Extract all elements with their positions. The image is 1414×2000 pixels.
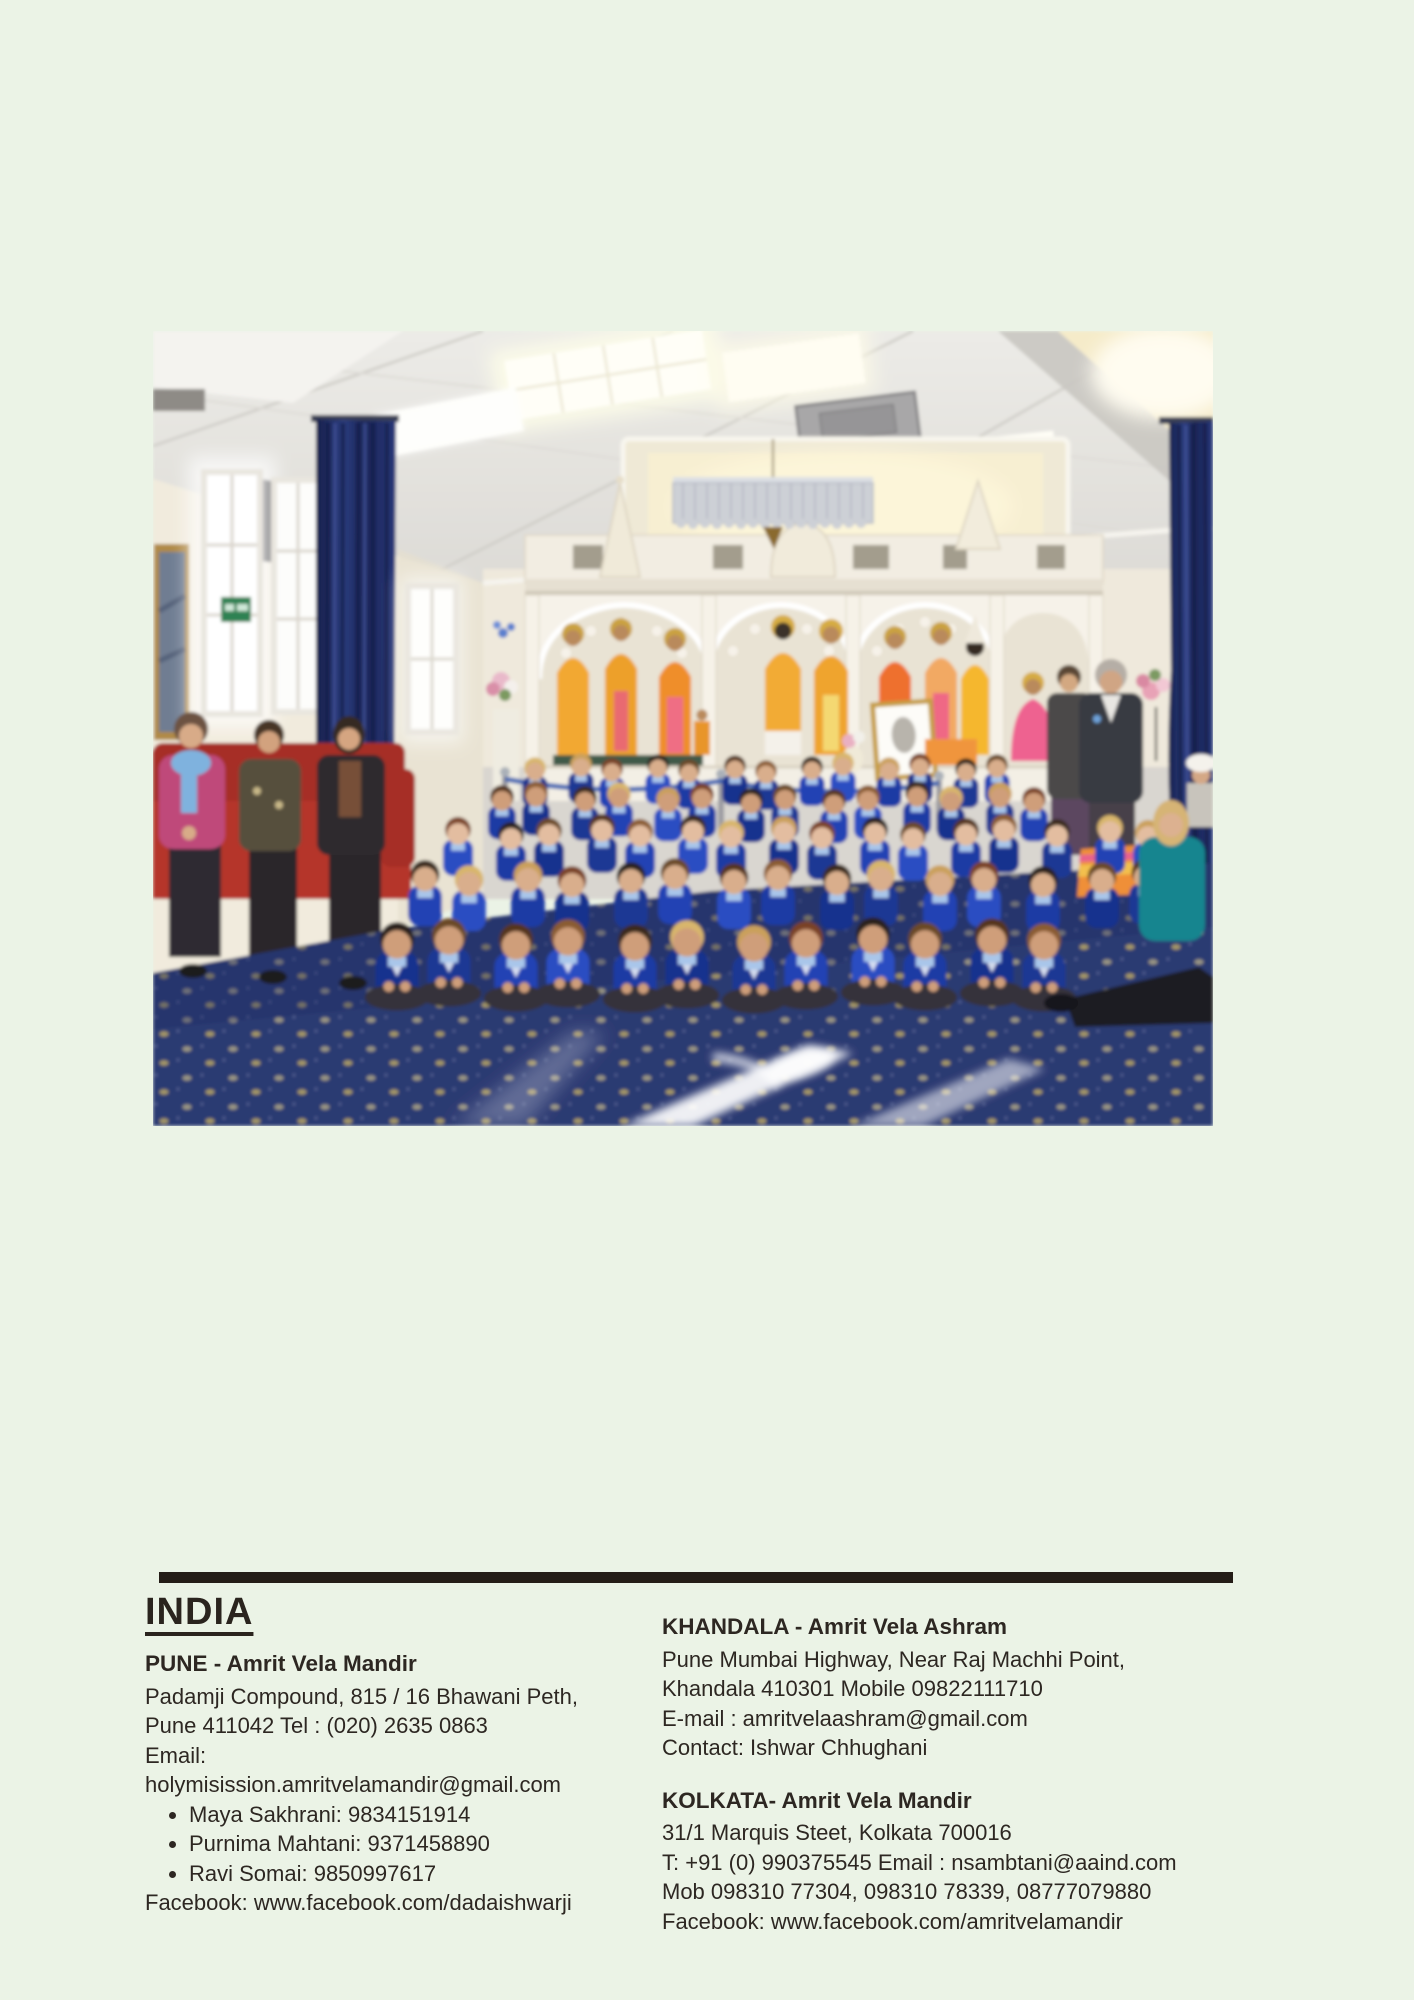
kolkata-title: KOLKATA- Amrit Vela Mandir [662,1787,972,1813]
pune-facebook: Facebook: www.facebook.com/dadaishwarji [145,1890,572,1915]
kolkata-section [662,1786,1222,1937]
woman-white-hat [1186,754,1213,827]
pune-address-line: Pune 411042 Tel : (020) 2635 0863 [145,1713,488,1738]
kolkata-line: Facebook: www.facebook.com/amritvelamandir [662,1908,1123,1934]
pune-email: holymisission.amritvelamandir@gmail.com [145,1772,562,1797]
kolkata-line: T: +91 (0) 990375545 Email : nsambtani@aaind.com [662,1849,1177,1875]
pune-email-label: Email: [145,1742,207,1768]
pune-contact-list [145,1800,650,1889]
exit-sign [221,597,251,622]
pune-contact: • Purnima Mahtani: 9371458890 [189,1829,650,1859]
kolkata-line: Mob 098310 77304, 098310 78339, 08777079880 [662,1879,1152,1904]
pune-contact: • Maya Sakhrani: 9834151914 [189,1800,650,1830]
section-divider-bar [159,1572,1233,1583]
pune-address-line: Padamji Compound, 815 / 16 Bhawani Peth, [145,1683,578,1709]
window [401,577,463,743]
pune-contact: • Ravi Somai: 9850997617 [189,1859,650,1889]
khandala-line: Pune Mumbai Highway, Near Raj Machhi Point, [662,1646,1126,1672]
kolkata-line: 31/1 Marquis Steet, Kolkata 700016 [662,1820,1012,1845]
pune-title: PUNE - Amrit Vela Mandir [145,1651,417,1676]
window [189,457,275,727]
khandala-line: Contact: Ishwar Chhughani [662,1735,928,1760]
right-column [662,1612,1222,1936]
khandala-line: Khandala 410301 Mobile 09822111710 [662,1676,1043,1701]
pune-section [145,1649,650,1918]
khandala-title: KHANDALA - Amrit Vela Ashram [662,1614,1008,1639]
khandala-line: E-mail : amritvelaashram@gmail.com [662,1705,1028,1731]
india-heading: INDIA [145,1591,254,1633]
framed-painting [154,544,189,740]
temple-photo [153,331,1213,1126]
khandala-section [662,1612,1222,1763]
